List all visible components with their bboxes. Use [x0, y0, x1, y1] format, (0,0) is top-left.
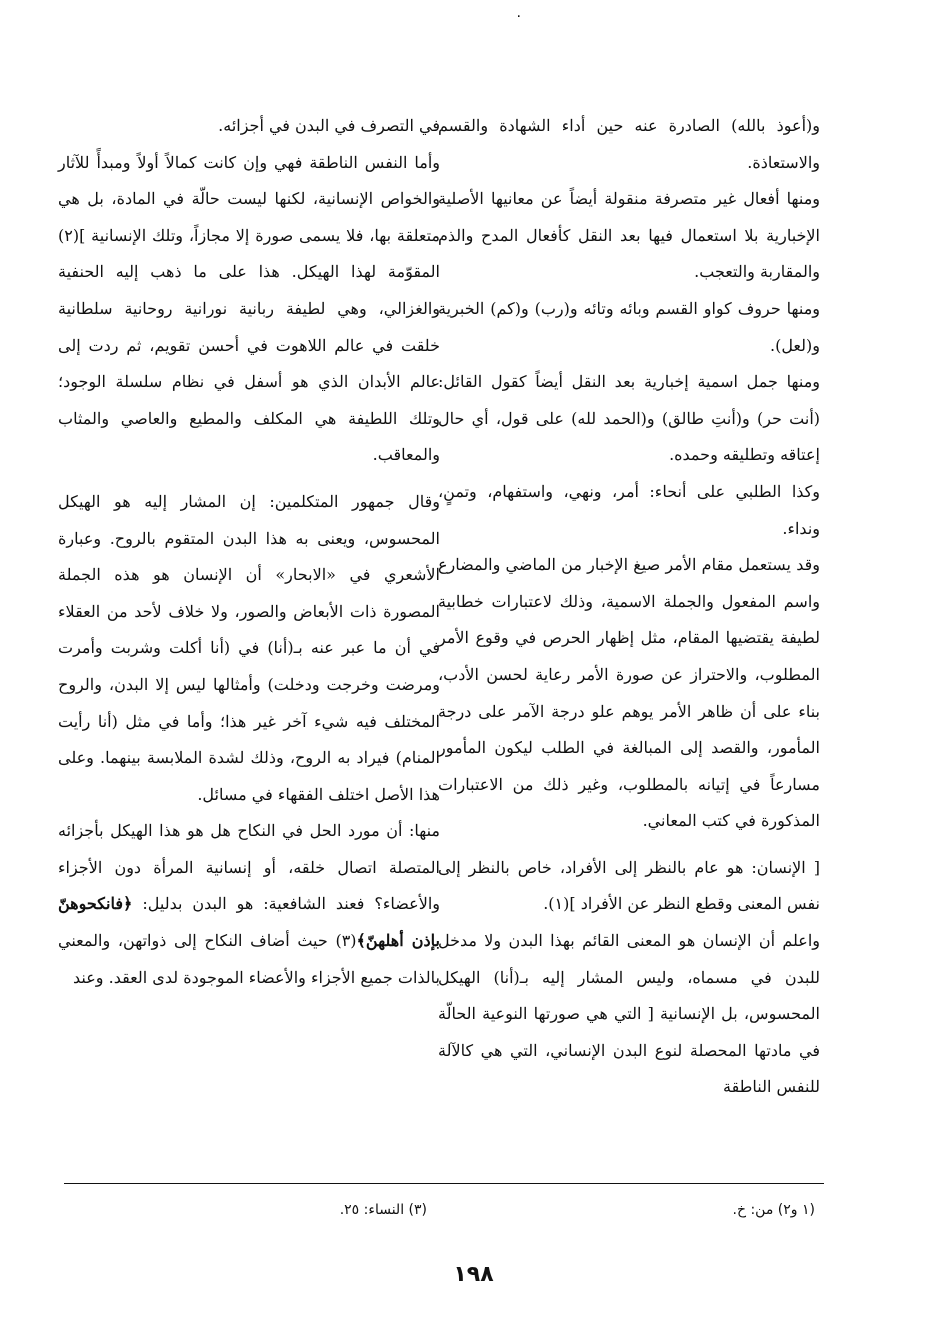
right-paragraph-3: ومنها حروف كواو القسم وبائه وتائه و(رب) و(كم) الخبرية و(لعل).	[438, 298, 820, 355]
left-paragraph-3: وقال جمهور المتكلمين: إن المشار إليه هو الهيكل المحسوس، ويعنى به هذا البدن المتقوم بالروح. وعبارة الأشعري في «الابحار» أن الإنسان هو هذه الجملة المصورة ذات الأبعاض والصور، ولا خلاف لأحد من العقلاء في أن ما عبر عنه بـ(أنا) في (أنا أكلت وشربت وأمرت ومرضت وخرجت ودخلت) وأمثالها ليس إلا البدن، والروح المختلف فيه شيء آخر غير هذا؛ وأما في مثل (أنا رأيت المنام) فيراد به الروح، وذلك لشدة الملابسة بينهما. وعلى هذا الأصل اختلف الفقهاء في مسائل.	[58, 491, 440, 804]
footnote-right: (١ و٢) من: خ.	[732, 1202, 815, 1218]
top-mark: ٠	[515, 8, 523, 24]
right-paragraph-2: ومنها أفعال غير متصرفة منقولة أيضاً عن معانيها الأصلية الإخبارية بلا استعمال فيها بعد النقل كأفعال المدح والذم والمقاربة والتعجب.	[438, 189, 820, 282]
left-paragraph-4-end: (٣) حيث أضاف النكاح إلى ذواتهن، والمعني بالذات جميع الأجزاء والأعضاء الموجودة لدى العقد. وعند	[58, 931, 440, 987]
left-paragraph-1: في التصرف في البدن في أجزائه.	[218, 116, 440, 135]
footnote-divider	[64, 1183, 824, 1184]
page-number: ١٩٨	[453, 1262, 494, 1287]
footnote-left: (٣) النساء: ٢٥.	[339, 1202, 427, 1218]
right-paragraph-1: و(أعوذ بالله) الصادرة عنه حين أداء الشهادة والقسم والاستعاذة.	[438, 116, 820, 172]
quran-verse: ﴿فانكحوهنّ بإذن أهلهنّ﴾	[58, 894, 440, 951]
left-paragraph-2: وأما النفس الناطقة فهي وإن كانت كمالاً أولاً ومبدأً للآثار والخواص الإنسانية، لكنها ليست حالّة في المادة، بل هي متعلقة بها، فلا يسمى صورة إلا مجازاً، وتلك الإنسانية ](٢) المقوّمة لهذا الهيكل. هذا على ما ذهب إليه الحنفية والغزالي، وهي لطيفة ربانية نورانية روحانية سلطانية خلقت في عالم اللاهوت في أحسن تقويم، ثم ردت إلى عالم الأبدان الذي هو أسفل في نظام سلسلة الوجود؛ وتلك اللطيفة هي المكلف والمطيع والعاصي والمثاب والمعاقب.	[58, 152, 440, 465]
left-column	[58, 108, 440, 996]
left-paragraph-4-start: منها: أن مورد الحل في النكاح هل هو هذا الهيكل بأجزائه المتصلة اتصال خلقه، أو إنسانية المرأة دون الأجزاء والأعضاء؟ فعند الشافعية: هو البدن بدليل:	[58, 821, 440, 914]
right-paragraph-7: [ الإنسان: هو عام بالنظر إلى الأفراد، خاص بالنظر إلى نفس المعنى وقطع النظر عن الأفراد ](١).	[438, 857, 820, 914]
right-paragraph-8: واعلم أن الإنسان هو المعنى القائم بهذا البدن ولا مدخل للبدن في مسماه، وليس المشار إليه بـ(أنا) الهيكل المحسوس، بل الإنسانية [ التي هي صورتها النوعية الحالّة في مادتها المحصلة لنوع البدن الإنساني، التي هي كالآلة للنفس الناطقة	[438, 931, 820, 1097]
right-column	[438, 108, 820, 1106]
right-paragraph-5: وكذا الطلبي على أنحاء: أمر، ونهي، واستفهام، وتمنٍ، ونداء.	[438, 481, 820, 538]
left-paragraph-4	[58, 813, 440, 996]
right-paragraph-6: وقد يستعمل مقام الأمر صيغ الإخبار من الماضي والمضارع واسم المفعول والجملة الاسمية، وذلك لاعتبارات خطابية لطيفة يقتضيها المقام، مثل إظهار الحرص في وقوع الأمر المطلوب، والاحتراز عن صورة الأمر رعاية لحسن الأدب، بناء على أن ظاهر الأمر يوهم علو درجة الآمر على درجة المأمور، والقصد إلى المبالغة في الطلب ليكون المأمور مسارعاً في إتيانه بالمطلوب، وغير ذلك من الاعتبارات المذكورة في كتب المعاني.	[438, 555, 820, 831]
right-paragraph-4: ومنها جمل اسمية إخبارية بعد النقل أيضاً كقول القائل: (أنت حر) و(أنتِ طالق) و(الحمد لله) على قول، أي حال إعتاقه وتطليقه وحمده.	[438, 372, 820, 465]
